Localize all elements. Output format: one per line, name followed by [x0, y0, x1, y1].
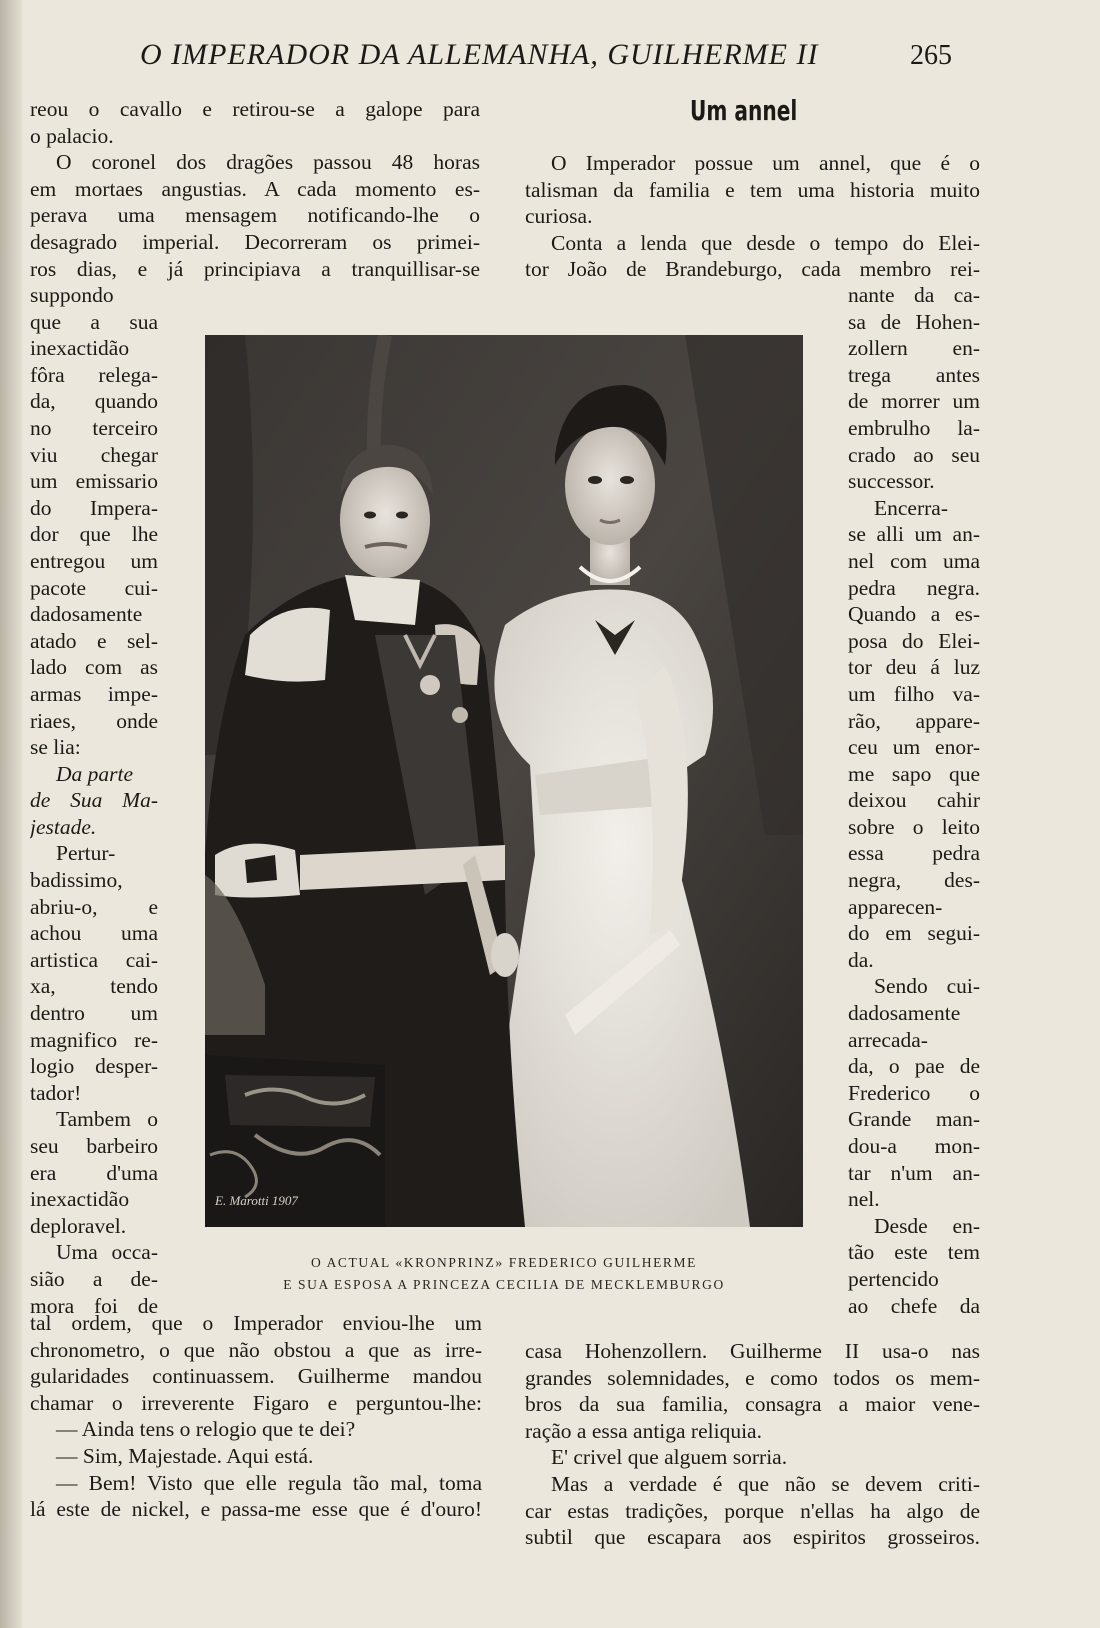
- text-line: pertencido: [848, 1266, 939, 1291]
- text-line: me sapo que: [848, 761, 980, 786]
- text-line: ceu um enor-: [848, 735, 980, 760]
- text-line: posa do Elei-: [848, 628, 980, 653]
- text-line: nante da ca-: [848, 283, 980, 307]
- text-line: subtil que escapara aos espiritos grosseiros.: [525, 1525, 980, 1550]
- text-line: Da parte: [56, 761, 134, 786]
- text-line: entregou um: [30, 548, 158, 573]
- text-line: Mas a verdade é que não se devem criti-: [551, 1471, 980, 1496]
- text-line: dou-a mon-: [848, 1134, 980, 1158]
- left-column-top: [30, 96, 480, 282]
- text-line: Desde en-: [874, 1213, 980, 1238]
- text-line: ração a essa antiga reliquia.: [525, 1418, 762, 1443]
- text-line: mora foi de: [30, 1293, 158, 1318]
- text-line: arrecada-: [848, 1027, 928, 1052]
- text-line: xa, tendo: [30, 974, 158, 999]
- text-line: suppondo: [30, 283, 114, 307]
- text-line: dentro um: [30, 1001, 158, 1026]
- text-line: magnifico re-: [30, 1027, 158, 1052]
- running-title: O IMPERADOR DA ALLEMANHA, GUILHERME II: [140, 38, 819, 71]
- text-line: pedra negra.: [848, 575, 980, 600]
- text-line: inexactidão: [30, 1187, 130, 1212]
- text-line: riaes, onde: [30, 708, 158, 733]
- text-line: inexactidão: [30, 336, 130, 361]
- text-line: que a sua: [30, 309, 158, 334]
- text-line: artistica cai-: [30, 947, 158, 972]
- page-number: 265: [910, 40, 952, 71]
- text-line: dadosamente: [848, 1001, 961, 1026]
- right-column-bottom: [525, 1338, 980, 1551]
- photographer-signature: E. Marotti 1907: [215, 1193, 298, 1208]
- text-line: embrulho la-: [848, 415, 980, 440]
- text-line: sa de Hohen-: [848, 309, 980, 334]
- photo-caption: [205, 1252, 803, 1296]
- text-line: E' crivel que alguem sorria.: [551, 1445, 788, 1470]
- text-line: o palacio.: [30, 123, 114, 148]
- text-line: tor deu á luz: [848, 655, 980, 680]
- right-column-top: [525, 150, 980, 283]
- text-line: de morrer um: [848, 389, 980, 414]
- text-line: essa pedra: [848, 841, 980, 866]
- text-line: desagrado imperial. Decorreram os primei-: [30, 229, 480, 254]
- text-line: trega antes: [848, 362, 980, 387]
- text-line: perava uma mensagem notificando-lhe o: [30, 203, 480, 228]
- text-line: chronometro, o que não obstou a que as irre-: [30, 1337, 482, 1362]
- text-line: dor que lhe: [30, 522, 158, 547]
- left-column-wrap: [30, 282, 158, 1319]
- text-line: armas impe-: [30, 681, 158, 706]
- text-line: grandes solemnidades, e como todos os mem-: [525, 1365, 980, 1390]
- text-line: deploravel.: [30, 1213, 127, 1238]
- text-line: badissimo,: [30, 868, 123, 893]
- text-line: rão, appare-: [848, 708, 980, 733]
- text-line: sião a de-: [30, 1266, 158, 1291]
- text-line: O coronel dos dragões passou 48 horas: [56, 150, 480, 175]
- caption-line: O ACTUAL «KRONPRINZ» FREDERICO GUILHERME: [310, 1255, 697, 1270]
- text-line: da.: [848, 947, 874, 972]
- text-line: era d'uma: [30, 1160, 158, 1185]
- text-line: tal ordem, que o Imperador enviou-lhe um: [30, 1311, 482, 1335]
- text-line: se lia:: [30, 735, 81, 760]
- text-line: nel com uma: [848, 548, 980, 573]
- text-line: car estas tradições, porque n'ellas ha algo de: [525, 1498, 980, 1523]
- text-line: tor João de Brandeburgo, cada membro rei-: [525, 257, 980, 282]
- text-line: lá este de nickel, e passa-me esse que é d'ouro!: [30, 1497, 482, 1522]
- text-line: abriu-o, e: [30, 894, 158, 919]
- text-line: ao chefe da: [848, 1293, 980, 1318]
- text-line: apparecen-: [848, 894, 943, 919]
- right-column-wrap: [848, 282, 980, 1319]
- text-line: lado com as: [30, 655, 158, 680]
- text-line: de Sua Ma-: [30, 788, 158, 813]
- text-line: chamar o irreverente Figaro e perguntou-lhe:: [30, 1390, 482, 1415]
- text-line: nel.: [848, 1187, 880, 1212]
- text-line: da, o pae de: [848, 1054, 980, 1079]
- text-line: Pertur-: [56, 841, 116, 866]
- text-line: Grande man-: [848, 1107, 980, 1132]
- text-line: Quando a es-: [848, 602, 980, 627]
- text-line: casa Hohenzollern. Guilherme II usa-o nas: [525, 1339, 980, 1363]
- text-line: fôra relega-: [30, 362, 158, 387]
- text-line: curiosa.: [525, 204, 593, 229]
- text-line: O Imperador possue um annel, que é o: [551, 151, 980, 175]
- text-line: da, quando: [30, 389, 158, 414]
- text-line: reou o cavallo e retirou-se a galope para: [30, 97, 480, 121]
- text-line: viu chegar: [30, 442, 158, 467]
- text-line: dadosamente: [30, 602, 143, 627]
- text-line: tão este tem: [848, 1240, 980, 1265]
- text-line: Sendo cui-: [874, 974, 980, 999]
- text-line: successor.: [848, 469, 935, 494]
- text-line: em mortaes angustias. A cada momento es-: [30, 176, 480, 201]
- caption-line: E SUA ESPOSA A PRINCEZA CECILIA DE MECKLEMBURGO: [283, 1277, 725, 1292]
- text-line: — Bem! Visto que elle regula tão mal, toma: [56, 1470, 482, 1495]
- page-binding-shadow: [0, 0, 22, 1628]
- text-line: um filho va-: [848, 681, 980, 706]
- portrait-photograph: [205, 335, 803, 1227]
- text-line: logio desper-: [30, 1054, 158, 1079]
- text-line: sobre o leito: [848, 814, 980, 839]
- text-line: Encerra-: [874, 495, 948, 520]
- text-line: negra, des-: [848, 868, 980, 893]
- text-line: crado ao seu: [848, 442, 980, 467]
- text-line: deixou cahir: [848, 788, 980, 813]
- text-line: um emissario: [30, 469, 158, 494]
- text-line: tador!: [30, 1080, 82, 1105]
- text-line: Tambem o: [56, 1107, 158, 1132]
- text-line: seu barbeiro: [30, 1134, 158, 1158]
- portrait-illustration: [205, 335, 803, 1227]
- text-line: jestade.: [30, 814, 97, 839]
- text-line: — Sim, Majestade. Aqui está.: [56, 1443, 314, 1468]
- text-line: — Ainda tens o relogio que te dei?: [56, 1417, 356, 1442]
- text-line: gularidades continuassem. Guilherme mandou: [30, 1364, 482, 1389]
- text-line: achou uma: [30, 921, 158, 946]
- section-title: Um annel: [690, 94, 798, 127]
- text-line: bros da sua familia, consagra a maior vene-: [525, 1392, 980, 1417]
- text-line: Frederico o: [848, 1080, 980, 1105]
- text-line: do em segui-: [848, 921, 980, 946]
- text-line: talisman da familia e tem uma historia muito: [525, 177, 980, 202]
- text-line: no terceiro: [30, 415, 158, 440]
- text-line: se alli um an-: [848, 522, 980, 547]
- text-line: atado e sel-: [30, 628, 158, 653]
- text-line: pacote cui-: [30, 575, 158, 600]
- left-column-bottom: [30, 1310, 482, 1523]
- text-line: do Impera-: [30, 495, 158, 520]
- text-line: Uma occa-: [56, 1240, 158, 1265]
- text-line: zollern en-: [848, 336, 980, 361]
- text-line: Conta a lenda que desde o tempo do Elei-: [551, 230, 980, 255]
- text-line: ros dias, e já principiava a tranquillisar-se: [30, 256, 480, 281]
- text-line: tar n'um an-: [848, 1160, 980, 1185]
